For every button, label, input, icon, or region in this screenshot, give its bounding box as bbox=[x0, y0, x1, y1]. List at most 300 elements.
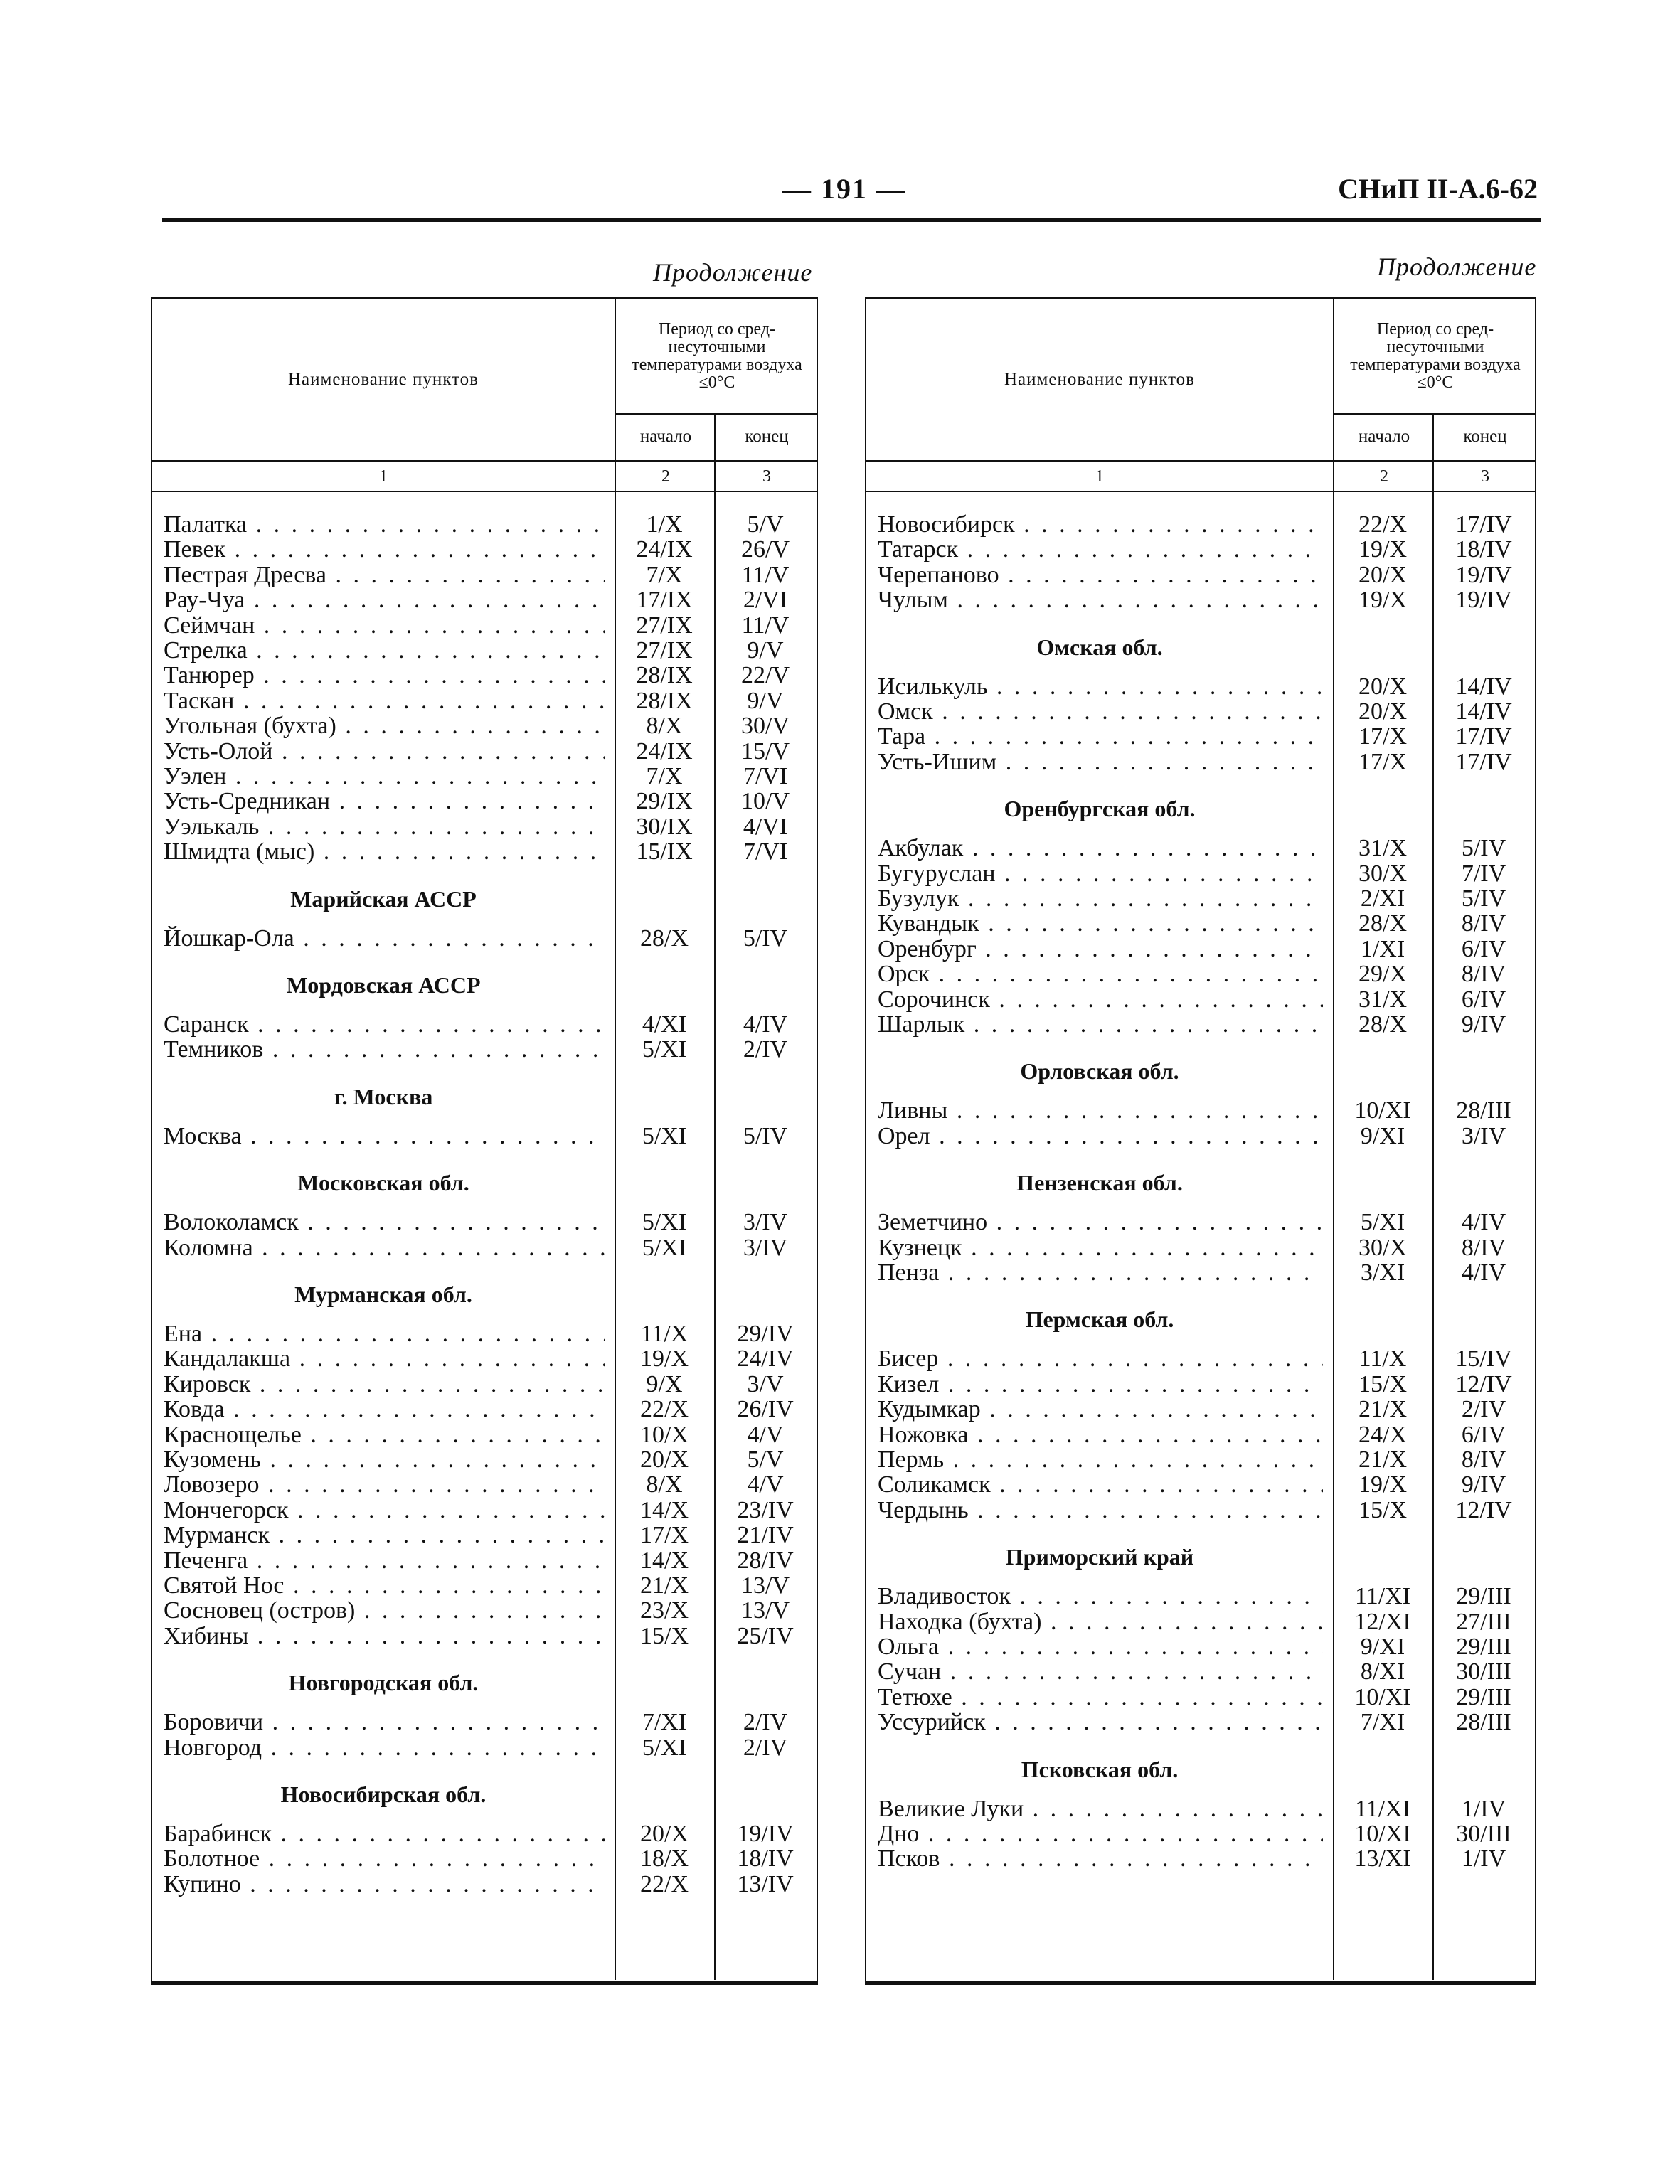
table-row bbox=[866, 1796, 1535, 1822]
right-col-number-2: 2 bbox=[1333, 462, 1434, 491]
start-date: 20/X bbox=[1359, 698, 1407, 725]
station-name: Уэлен . . . bbox=[164, 764, 605, 789]
table-row bbox=[152, 1235, 817, 1261]
station-name: Акбулак . . . bbox=[878, 836, 1323, 861]
table-row bbox=[152, 1710, 817, 1735]
start-date: 29/X bbox=[1359, 961, 1407, 988]
table-row bbox=[866, 1498, 1535, 1523]
start-date: 9/XI bbox=[1360, 1634, 1405, 1660]
start-date: 30/X bbox=[1359, 860, 1407, 887]
end-date: 4/V bbox=[747, 1471, 784, 1498]
end-date: 8/IV bbox=[1461, 910, 1506, 937]
start-date: 21/X bbox=[1359, 1447, 1407, 1473]
table-row bbox=[152, 688, 817, 714]
end-date: 4/IV bbox=[1461, 1259, 1506, 1286]
end-date: 2/IV bbox=[1461, 1396, 1506, 1423]
end-date: 17/IV bbox=[1455, 748, 1512, 775]
table-row bbox=[152, 512, 817, 538]
table-row bbox=[152, 663, 817, 688]
end-date: 14/IV bbox=[1455, 698, 1512, 725]
start-date: 28/X bbox=[1359, 1011, 1407, 1038]
section-heading: Мордовская АССР bbox=[286, 972, 481, 998]
start-date: 28/IX bbox=[636, 662, 693, 689]
end-date: 29/III bbox=[1456, 1634, 1511, 1660]
start-date: 20/X bbox=[1359, 673, 1407, 700]
end-date: 26/V bbox=[741, 536, 790, 563]
start-date: 7/X bbox=[646, 763, 683, 789]
end-date: 6/IV bbox=[1461, 986, 1506, 1013]
end-date: 24/IV bbox=[737, 1346, 794, 1373]
table-row bbox=[152, 1372, 817, 1397]
station-name: Орск . . . bbox=[878, 962, 1323, 987]
table-row bbox=[866, 724, 1535, 750]
end-date: 29/IV bbox=[737, 1321, 794, 1347]
left-table-header bbox=[152, 299, 817, 462]
station-name: Исилькуль . . . bbox=[878, 674, 1323, 700]
table-row bbox=[152, 1573, 817, 1599]
station-name: Чердынь . . . bbox=[878, 1498, 1323, 1523]
left-column-numbers bbox=[152, 462, 817, 492]
right-table bbox=[865, 297, 1536, 1985]
end-date: 3/IV bbox=[743, 1234, 788, 1261]
end-date: 4/IV bbox=[743, 1011, 788, 1038]
station-name: Черепаново . . . bbox=[878, 563, 1323, 588]
start-date: 11/X bbox=[1359, 1346, 1407, 1373]
table-row bbox=[866, 699, 1535, 725]
end-date: 26/IV bbox=[737, 1396, 794, 1423]
table-row bbox=[152, 1210, 817, 1235]
start-date: 11/XI bbox=[1354, 1583, 1411, 1610]
end-date: 28/III bbox=[1456, 1709, 1511, 1736]
start-date: 7/XI bbox=[1360, 1709, 1405, 1736]
station-name: Новгород . . . bbox=[164, 1735, 605, 1761]
start-date: 28/IX bbox=[636, 687, 693, 714]
end-date: 17/IV bbox=[1455, 511, 1512, 538]
table-row bbox=[866, 1609, 1535, 1635]
start-date: 8/X bbox=[646, 713, 683, 740]
end-date: 19/IV bbox=[1455, 561, 1512, 588]
right-continuation-label: Продолжение bbox=[1377, 252, 1537, 281]
station-name: Орел . . . bbox=[878, 1124, 1323, 1149]
table-row bbox=[866, 1710, 1535, 1735]
start-date: 24/X bbox=[1359, 1421, 1407, 1448]
start-date: 13/XI bbox=[1354, 1845, 1411, 1873]
station-name: Находка (бухта) . . . bbox=[878, 1609, 1323, 1635]
table-row bbox=[152, 1346, 817, 1372]
end-date: 3/V bbox=[747, 1370, 784, 1397]
start-date: 15/IX bbox=[636, 838, 693, 865]
table-row bbox=[152, 1735, 817, 1761]
table-row bbox=[152, 537, 817, 563]
start-date: 18/X bbox=[640, 1845, 689, 1873]
station-name: Угольная (бухта) . . . bbox=[164, 713, 605, 739]
table-row bbox=[152, 739, 817, 765]
table-row bbox=[152, 1472, 817, 1498]
end-date: 7/IV bbox=[1461, 860, 1506, 887]
end-date: 5/IV bbox=[1461, 885, 1506, 912]
table-row bbox=[152, 1624, 817, 1649]
table-row bbox=[866, 1422, 1535, 1448]
start-date: 20/X bbox=[1359, 561, 1407, 588]
station-name: Новосибирск . . . bbox=[878, 512, 1323, 538]
right-col-number-3: 3 bbox=[1432, 462, 1536, 491]
start-date: 5/XI bbox=[642, 1122, 687, 1149]
end-date: 30/V bbox=[741, 713, 790, 740]
end-date: 7/VI bbox=[743, 763, 788, 789]
table-row bbox=[866, 750, 1535, 775]
start-date: 1/X bbox=[646, 511, 683, 538]
station-name: Кувандык . . . bbox=[878, 911, 1323, 937]
right-table-body bbox=[866, 492, 1535, 1980]
start-date: 9/XI bbox=[1360, 1122, 1405, 1149]
start-date: 24/IX bbox=[636, 737, 693, 765]
station-name: Кузнецк . . . bbox=[878, 1235, 1323, 1261]
station-name: Уссурийск . . . bbox=[878, 1710, 1323, 1735]
table-row bbox=[866, 1210, 1535, 1235]
start-date: 10/XI bbox=[1354, 1097, 1411, 1124]
start-date: 19/X bbox=[1359, 1471, 1407, 1498]
station-name: Ковда . . . bbox=[164, 1397, 605, 1422]
station-name: Боровичи . . . bbox=[164, 1710, 605, 1735]
section-heading: Орловская обл. bbox=[1020, 1058, 1179, 1085]
start-date: 28/X bbox=[640, 925, 689, 952]
section-heading: г. Москва bbox=[334, 1083, 433, 1109]
start-date: 4/XI bbox=[642, 1011, 687, 1038]
start-date: 15/X bbox=[1359, 1496, 1407, 1523]
station-name: Оренбург . . . bbox=[878, 937, 1323, 962]
station-name: Мурманск . . . bbox=[164, 1523, 605, 1548]
start-date: 19/X bbox=[640, 1346, 689, 1373]
station-name: Усть-Средникан . . . bbox=[164, 789, 605, 814]
station-name: Коломна . . . bbox=[164, 1235, 605, 1261]
end-date: 23/IV bbox=[737, 1496, 794, 1523]
start-date: 27/IX bbox=[636, 612, 693, 639]
table-row bbox=[866, 1659, 1535, 1685]
end-date: 14/IV bbox=[1455, 673, 1512, 700]
end-date: 2/IV bbox=[743, 1709, 788, 1736]
section-heading: Московская обл. bbox=[297, 1170, 469, 1196]
table-row bbox=[152, 926, 817, 952]
station-name: Барабинск . . . bbox=[164, 1821, 605, 1847]
station-name: Уэлькаль . . . bbox=[164, 814, 605, 840]
section-heading: Мурманская обл. bbox=[294, 1282, 472, 1307]
station-name: Кандалакша . . . bbox=[164, 1346, 605, 1372]
station-name: Дно . . . bbox=[878, 1821, 1323, 1847]
end-date: 29/III bbox=[1456, 1683, 1511, 1710]
table-row bbox=[866, 1634, 1535, 1660]
station-name: Шмидта (мыс) . . . bbox=[164, 839, 605, 865]
start-date: 8/X bbox=[646, 1471, 683, 1498]
start-date: 28/X bbox=[1359, 910, 1407, 937]
station-name: Чулым . . . bbox=[878, 587, 1323, 613]
table-row bbox=[152, 638, 817, 664]
station-name: Бисер . . . bbox=[878, 1346, 1323, 1372]
header-rule bbox=[162, 218, 1541, 222]
table-row bbox=[866, 987, 1535, 1013]
end-date: 21/IV bbox=[737, 1522, 794, 1549]
left-col-start-header: начало bbox=[615, 413, 716, 460]
end-date: 1/IV bbox=[1461, 1795, 1506, 1822]
end-date: 5/V bbox=[747, 1447, 784, 1473]
right-table-header bbox=[866, 299, 1535, 462]
start-date: 30/IX bbox=[636, 813, 693, 840]
table-row bbox=[866, 587, 1535, 613]
end-date: 11/V bbox=[741, 561, 790, 588]
page-number: — 191 — bbox=[782, 173, 906, 205]
end-date: 10/V bbox=[741, 788, 790, 815]
table-row bbox=[152, 1598, 817, 1624]
station-name: Тара . . . bbox=[878, 724, 1323, 750]
end-date: 3/IV bbox=[743, 1209, 788, 1236]
station-name: Пестрая Дресва . . . bbox=[164, 563, 605, 588]
right-col-period-header: Период со сред-несуточными температурами воздуха ≤0°С bbox=[1333, 299, 1536, 415]
section-heading: Пермская обл. bbox=[1025, 1306, 1174, 1333]
station-name: Пермь . . . bbox=[878, 1447, 1323, 1473]
end-date: 6/IV bbox=[1461, 935, 1506, 962]
start-date: 10/XI bbox=[1354, 1683, 1411, 1710]
table-row bbox=[866, 563, 1535, 588]
station-name: Мончегорск . . . bbox=[164, 1498, 605, 1523]
left-col-name-header: Наименование пунктов bbox=[288, 370, 479, 389]
table-row bbox=[152, 789, 817, 814]
station-name: Ольга . . . bbox=[878, 1634, 1323, 1660]
end-date: 15/IV bbox=[1455, 1346, 1512, 1373]
end-date: 12/IV bbox=[1455, 1496, 1512, 1523]
station-name: Соликамск . . . bbox=[878, 1472, 1323, 1498]
start-date: 1/XI bbox=[1360, 935, 1405, 962]
station-name: Темников . . . bbox=[164, 1037, 605, 1062]
start-date: 7/X bbox=[646, 561, 683, 588]
table-row bbox=[866, 674, 1535, 700]
start-date: 22/X bbox=[1359, 511, 1407, 538]
station-name: Бугуруслан . . . bbox=[878, 861, 1323, 887]
start-date: 21/X bbox=[640, 1572, 689, 1599]
start-date: 27/IX bbox=[636, 637, 693, 664]
table-row bbox=[152, 1498, 817, 1523]
right-column-numbers bbox=[866, 462, 1535, 492]
table-row bbox=[866, 1098, 1535, 1124]
start-date: 19/X bbox=[1359, 536, 1407, 563]
table-row bbox=[866, 962, 1535, 987]
station-name: Танюрер . . . bbox=[164, 663, 605, 688]
section-heading: Новгородская обл. bbox=[288, 1670, 479, 1696]
end-date: 30/III bbox=[1456, 1658, 1511, 1685]
station-name: Кузомень . . . bbox=[164, 1447, 605, 1473]
left-col-period-header: Период со сред-несуточными температурами воздуха ≤0°С bbox=[615, 299, 818, 415]
start-date: 14/X bbox=[640, 1496, 689, 1523]
end-date: 2/VI bbox=[743, 587, 788, 614]
station-name: Псков . . . bbox=[878, 1846, 1323, 1872]
station-name: Сорочинск . . . bbox=[878, 987, 1323, 1013]
end-date: 7/VI bbox=[743, 838, 788, 865]
end-date: 30/III bbox=[1456, 1821, 1511, 1847]
end-date: 13/IV bbox=[737, 1870, 794, 1897]
station-name: Пенза . . . bbox=[878, 1260, 1323, 1286]
end-date: 28/III bbox=[1456, 1097, 1511, 1124]
station-name: Краснощелье . . . bbox=[164, 1422, 605, 1448]
station-name: Москва . . . bbox=[164, 1124, 605, 1149]
end-date: 5/IV bbox=[1461, 835, 1506, 862]
table-row bbox=[866, 1124, 1535, 1149]
table-row bbox=[866, 1821, 1535, 1847]
start-date: 23/X bbox=[640, 1597, 689, 1624]
table-row bbox=[152, 1523, 817, 1548]
station-name: Усть-Ишим . . . bbox=[878, 750, 1323, 775]
start-date: 31/X bbox=[1359, 835, 1407, 862]
station-name: Усть-Олой . . . bbox=[164, 739, 605, 765]
end-date: 11/V bbox=[741, 612, 790, 639]
section-heading: Марийская АССР bbox=[290, 885, 477, 912]
document-code: СНиП II-А.6-62 bbox=[1338, 173, 1538, 205]
table-row bbox=[866, 1447, 1535, 1473]
start-date: 17/IX bbox=[636, 587, 693, 614]
station-name: Ливны . . . bbox=[878, 1098, 1323, 1124]
table-row bbox=[866, 1372, 1535, 1397]
table-row bbox=[152, 1124, 817, 1149]
station-name: Шарлык . . . bbox=[878, 1012, 1323, 1038]
section-heading: Псковская обл. bbox=[1021, 1756, 1179, 1782]
end-date: 5/IV bbox=[743, 1122, 788, 1149]
table-row bbox=[866, 836, 1535, 861]
table-row bbox=[152, 1821, 817, 1847]
start-date: 21/X bbox=[1359, 1396, 1407, 1423]
section-heading: Новосибирская обл. bbox=[280, 1781, 487, 1807]
end-date: 4/IV bbox=[1461, 1209, 1506, 1236]
station-name: Ножовка . . . bbox=[878, 1422, 1323, 1448]
station-name: Ловозеро . . . bbox=[164, 1472, 605, 1498]
table-row bbox=[152, 1422, 817, 1448]
end-date: 12/IV bbox=[1455, 1370, 1512, 1397]
table-row bbox=[152, 1846, 817, 1872]
left-col-end-header: конец bbox=[714, 413, 818, 460]
end-date: 9/V bbox=[747, 687, 784, 714]
start-date: 14/X bbox=[640, 1547, 689, 1574]
end-date: 4/VI bbox=[743, 813, 788, 840]
table-row bbox=[866, 1685, 1535, 1710]
table-row bbox=[152, 713, 817, 739]
station-name: Сеймчан . . . bbox=[164, 613, 605, 639]
station-name: Купино . . . bbox=[164, 1872, 605, 1897]
station-name: Печенга . . . bbox=[164, 1548, 605, 1574]
table-row bbox=[152, 1037, 817, 1062]
end-date: 5/IV bbox=[743, 925, 788, 952]
right-col-start-header: начало bbox=[1333, 413, 1434, 460]
table-row bbox=[866, 1346, 1535, 1372]
station-name: Рау-Чуа . . . bbox=[164, 587, 605, 613]
station-name: Болотное . . . bbox=[164, 1846, 605, 1872]
start-date: 29/IX bbox=[636, 788, 693, 815]
right-col-end-header: конец bbox=[1432, 413, 1536, 460]
start-date: 11/XI bbox=[1354, 1795, 1411, 1822]
start-date: 30/X bbox=[1359, 1234, 1407, 1261]
left-col-number-1: 1 bbox=[379, 467, 388, 486]
start-date: 3/XI bbox=[1360, 1259, 1405, 1286]
start-date: 5/XI bbox=[642, 1036, 687, 1063]
start-date: 10/XI bbox=[1354, 1821, 1411, 1847]
end-date: 1/IV bbox=[1461, 1845, 1506, 1873]
start-date: 15/X bbox=[1359, 1370, 1407, 1397]
station-name: Владивосток . . . bbox=[878, 1584, 1323, 1609]
station-name: Татарск . . . bbox=[878, 537, 1323, 563]
station-name: Стрелка . . . bbox=[164, 638, 605, 664]
station-name: Омск . . . bbox=[878, 699, 1323, 725]
start-date: 17/X bbox=[1359, 723, 1407, 750]
station-name: Великие Луки . . . bbox=[878, 1796, 1323, 1822]
station-name: Бузулук . . . bbox=[878, 886, 1323, 912]
table-row bbox=[866, 1846, 1535, 1872]
start-date: 24/IX bbox=[636, 536, 693, 563]
start-date: 19/X bbox=[1359, 587, 1407, 614]
station-name: Волоколамск . . . bbox=[164, 1210, 605, 1235]
table-row bbox=[152, 1397, 817, 1422]
end-date: 9/IV bbox=[1461, 1471, 1506, 1498]
start-date: 22/X bbox=[640, 1870, 689, 1897]
start-date: 17/X bbox=[640, 1522, 689, 1549]
section-heading: Пензенская обл. bbox=[1016, 1170, 1183, 1196]
left-table-body bbox=[152, 492, 817, 1980]
table-row bbox=[866, 861, 1535, 887]
station-name: Сосновец (остров) . . . bbox=[164, 1598, 605, 1624]
left-table bbox=[151, 297, 818, 1985]
end-date: 18/IV bbox=[1455, 536, 1512, 563]
table-row bbox=[152, 1321, 817, 1347]
end-date: 2/IV bbox=[743, 1734, 788, 1761]
right-col-number-1: 1 bbox=[1095, 467, 1104, 486]
end-date: 13/V bbox=[741, 1572, 790, 1599]
table-row bbox=[152, 1872, 817, 1897]
table-row bbox=[866, 1472, 1535, 1498]
station-name: Кировск . . . bbox=[164, 1372, 605, 1397]
table-row bbox=[866, 1397, 1535, 1422]
end-date: 6/IV bbox=[1461, 1421, 1506, 1448]
table-row bbox=[866, 537, 1535, 563]
end-date: 13/V bbox=[741, 1597, 790, 1624]
table-row bbox=[866, 1260, 1535, 1286]
start-date: 9/X bbox=[646, 1370, 683, 1397]
station-name: Саранск . . . bbox=[164, 1012, 605, 1038]
station-name: Хибины . . . bbox=[164, 1624, 605, 1649]
end-date: 4/V bbox=[747, 1421, 784, 1448]
start-date: 5/XI bbox=[642, 1234, 687, 1261]
end-date: 8/IV bbox=[1461, 1447, 1506, 1473]
end-date: 8/IV bbox=[1461, 961, 1506, 988]
start-date: 17/X bbox=[1359, 748, 1407, 775]
table-row bbox=[866, 911, 1535, 937]
table-row bbox=[866, 886, 1535, 912]
station-name: Земетчино . . . bbox=[878, 1210, 1323, 1235]
table-row bbox=[152, 1548, 817, 1574]
start-date: 31/X bbox=[1359, 986, 1407, 1013]
section-heading: Оренбургская обл. bbox=[1004, 796, 1196, 822]
table-row bbox=[152, 1012, 817, 1038]
station-name: Кудымкар . . . bbox=[878, 1397, 1323, 1422]
table-row bbox=[866, 1584, 1535, 1609]
left-continuation-label: Продолжение bbox=[653, 258, 813, 287]
end-date: 5/V bbox=[747, 511, 784, 538]
table-row bbox=[866, 1235, 1535, 1261]
left-col-number-3: 3 bbox=[714, 462, 818, 491]
section-heading: Приморский край bbox=[1005, 1544, 1194, 1570]
start-date: 5/XI bbox=[642, 1209, 687, 1236]
table-row bbox=[152, 839, 817, 865]
end-date: 27/III bbox=[1456, 1608, 1511, 1635]
start-date: 2/XI bbox=[1360, 885, 1405, 912]
table-row bbox=[152, 563, 817, 588]
start-date: 20/X bbox=[640, 1447, 689, 1473]
end-date: 22/V bbox=[741, 662, 790, 689]
end-date: 2/IV bbox=[743, 1036, 788, 1063]
start-date: 8/XI bbox=[1360, 1658, 1405, 1685]
